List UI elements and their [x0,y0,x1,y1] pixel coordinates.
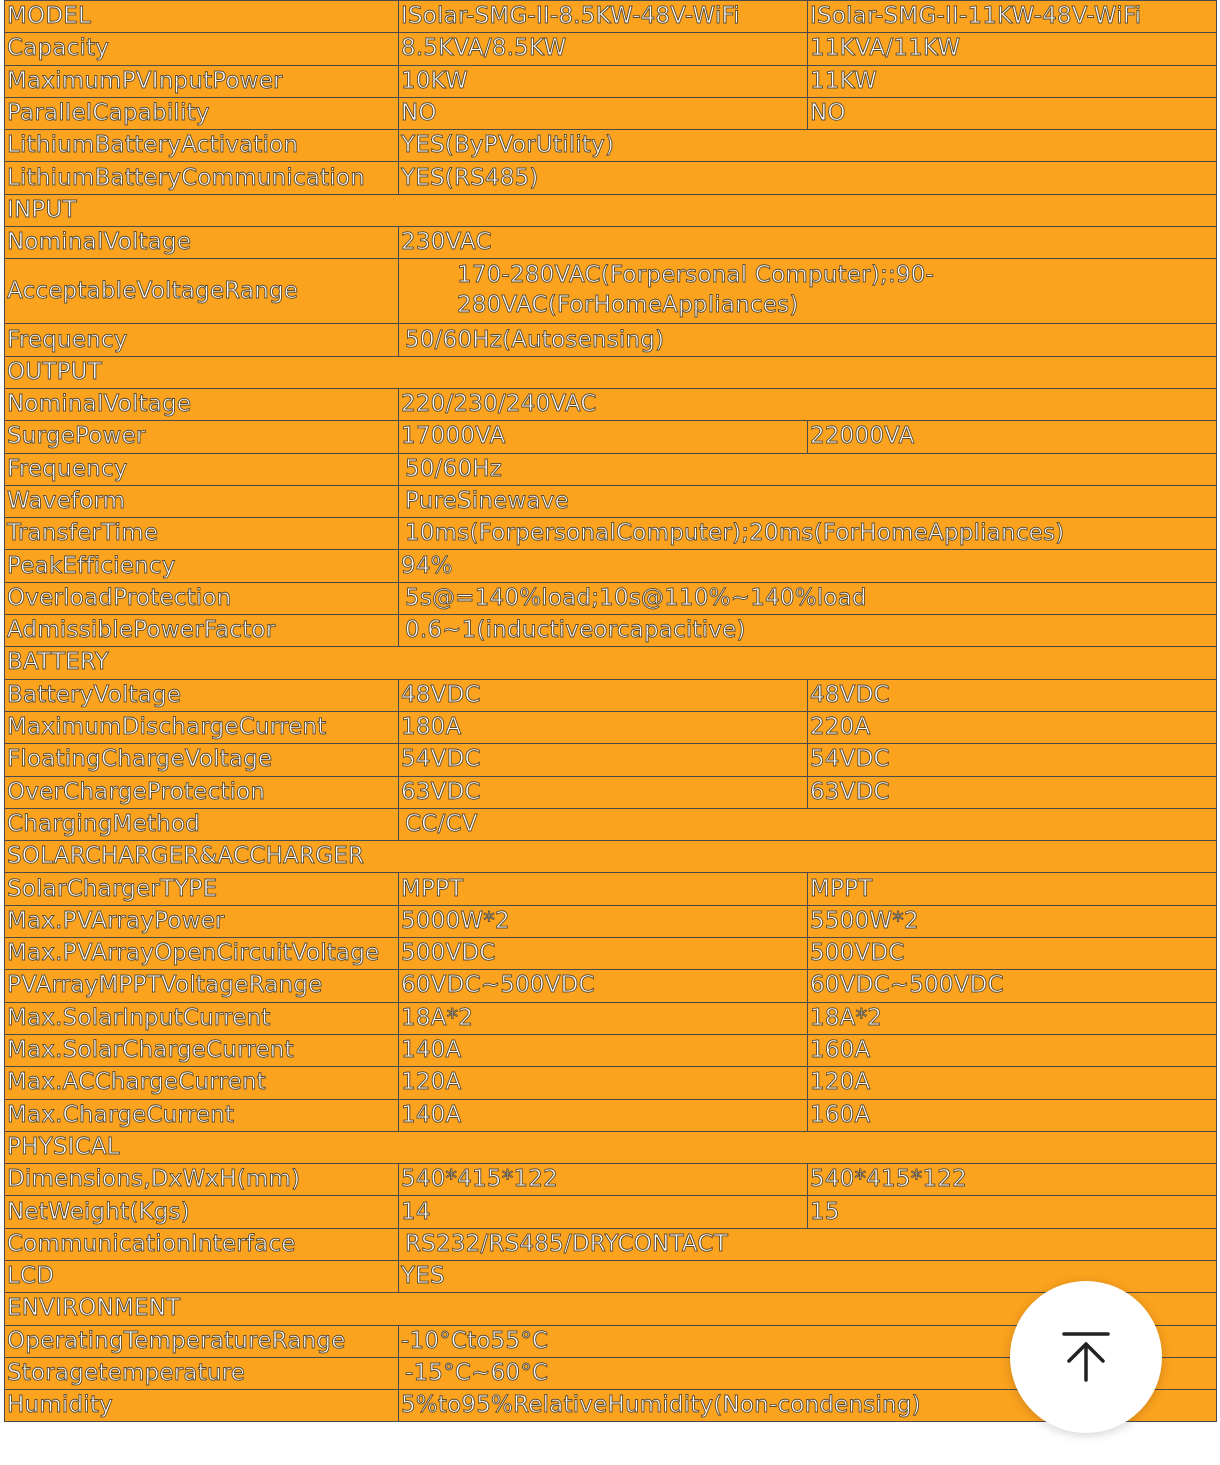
spec-value-model-b: 22000VA [808,421,1217,453]
spec-value: YES(ByPVorUtility) [399,130,1217,162]
spec-value-model-a: ISolar-SMG-II-8.5KW-48V-WiFi [399,1,808,33]
spec-value-model-b: 63VDC [808,776,1217,808]
spec-value: 220/230/240VAC [399,388,1217,420]
spec-label: ChargingMethod [5,808,399,840]
spec-label: NominalVoltage [5,227,399,259]
table-row [5,1260,1217,1292]
spec-value-model-a: 500VDC [399,938,808,970]
spec-label: LithiumBatteryCommunication [5,162,399,194]
spec-value: -10°Cto55°C [399,1325,1217,1357]
spec-value: 50/60Hz(Autosensing) [399,324,1217,356]
scroll-to-top-button[interactable] [1010,1281,1162,1433]
table-row [5,1034,1217,1066]
spec-table [4,0,1217,1422]
table-row [5,679,1217,711]
spec-value: YES(RS485) [399,162,1217,194]
spec-label: OperatingTemperatureRange [5,1325,399,1357]
section-row [5,194,1217,226]
spec-label: NominalVoltage [5,388,399,420]
table-row [5,453,1217,485]
spec-label: TransferTime [5,518,399,550]
spec-value-model-b: MPPT [808,873,1217,905]
section-header: ENVIRONMENT [5,1293,1217,1325]
table-row [5,421,1217,453]
spec-value-model-b: 11KW [808,65,1217,97]
spec-label: MaximumPVInputPower [5,65,399,97]
spec-label: BatteryVoltage [5,679,399,711]
table-row [5,744,1217,776]
spec-value-model-a: 8.5KVA/8.5KW [399,33,808,65]
spec-value-model-b: 60VDC~500VDC [808,970,1217,1002]
section-row [5,356,1217,388]
spec-value-model-a: 54VDC [399,744,808,776]
spec-label: Storagetemperature [5,1357,399,1389]
table-row [5,776,1217,808]
spec-label: LithiumBatteryActivation [5,130,399,162]
spec-label: FloatingChargeVoltage [5,744,399,776]
spec-label: Dimensions,DxWxH(mm) [5,1164,399,1196]
spec-value-model-a: 120A [399,1067,808,1099]
spec-label: OverloadProtection [5,582,399,614]
spec-value: 50/60Hz [399,453,1217,485]
spec-value: 94% [399,550,1217,582]
spec-value-model-b: 120A [808,1067,1217,1099]
section-row [5,1131,1217,1163]
spec-value: 230VAC [399,227,1217,259]
spec-value: YES [399,1260,1217,1292]
spec-value-model-a: 5000W*2 [399,905,808,937]
spec-label: Max.PVArrayOpenCircuitVoltage [5,938,399,970]
spec-value-model-b: 18A*2 [808,1002,1217,1034]
table-row [5,1164,1217,1196]
section-row [5,841,1217,873]
spec-label: PeakEfficiency [5,550,399,582]
table-row [5,1228,1217,1260]
spec-value-model-b: 540*415*122 [808,1164,1217,1196]
section-header: BATTERY [5,647,1217,679]
arrow-up-to-top-icon [1062,1331,1110,1383]
table-row [5,582,1217,614]
spec-value-model-b: 48VDC [808,679,1217,711]
table-row [5,518,1217,550]
section-row [5,647,1217,679]
spec-label: MaximumDischargeCurrent [5,711,399,743]
spec-value-model-b: 15 [808,1196,1217,1228]
table-row [5,905,1217,937]
spec-value-model-a: 14 [399,1196,808,1228]
spec-value-model-a: 10KW [399,65,808,97]
table-row [5,615,1217,647]
spec-value-model-a: 63VDC [399,776,808,808]
spec-value: 5%to95%RelativeHumidity(Non-condensing) [399,1390,1217,1422]
spec-value: 5s@=140%load;10s@110%~140%load [399,582,1217,614]
spec-value: RS232/RS485/DRYCONTACT [399,1228,1217,1260]
table-row [5,711,1217,743]
spec-value: CC/CV [399,808,1217,840]
table-row [5,485,1217,517]
table-row [5,1002,1217,1034]
spec-value-model-b: 500VDC [808,938,1217,970]
table-row [5,33,1217,65]
spec-value-model-b: ISolar-SMG-II-11KW-48V-WiFi [808,1,1217,33]
table-row [5,65,1217,97]
spec-value: 10ms(ForpersonalComputer);20ms(ForHomeAppliances) [399,518,1217,550]
spec-label: SolarChargerTYPE [5,873,399,905]
table-row [5,162,1217,194]
spec-table-body [5,1,1217,1422]
spec-value-model-b: 5500W*2 [808,905,1217,937]
spec-label: Waveform [5,485,399,517]
spec-label: Max.ACChargeCurrent [5,1067,399,1099]
spec-label: Frequency [5,453,399,485]
spec-value: -15°C~60°C [399,1357,1217,1389]
spec-label: AdmissiblePowerFactor [5,615,399,647]
section-header: SOLARCHARGER&ACCHARGER [5,841,1217,873]
spec-value-model-a: 540*415*122 [399,1164,808,1196]
spec-value: 170-280VAC(Forpersonal Computer);:90-280VAC(ForHomeAppliances) [399,259,1217,324]
spec-value-model-a: 48VDC [399,679,808,711]
spec-value-model-a: 140A [399,1099,808,1131]
table-row [5,388,1217,420]
table-row [5,550,1217,582]
table-row [5,1196,1217,1228]
spec-label: Max.SolarInputCurrent [5,1002,399,1034]
section-header: OUTPUT [5,356,1217,388]
table-row [5,970,1217,1002]
spec-label: PVArrayMPPTVoltageRange [5,970,399,1002]
table-row [5,130,1217,162]
spec-label: AcceptableVoltageRange [5,259,399,324]
spec-value-model-b: 160A [808,1034,1217,1066]
spec-value-model-b: 160A [808,1099,1217,1131]
spec-label: Max.ChargeCurrent [5,1099,399,1131]
spec-value-model-a: 180A [399,711,808,743]
spec-value-model-a: 140A [399,1034,808,1066]
table-row [5,873,1217,905]
spec-value-model-a: 17000VA [399,421,808,453]
spec-label: OverChargeProtection [5,776,399,808]
table-row [5,808,1217,840]
spec-value: 0.6~1(inductiveorcapacitive) [399,615,1217,647]
table-row [5,1067,1217,1099]
spec-value-model-b: NO [808,97,1217,129]
spec-value-model-b: 11KVA/11KW [808,33,1217,65]
table-row [5,97,1217,129]
spec-label: Frequency [5,324,399,356]
spec-label: SurgePower [5,421,399,453]
spec-value: PureSinewave [399,485,1217,517]
spec-label: CommunicationInterface [5,1228,399,1260]
table-row [5,259,1217,324]
spec-label: Max.PVArrayPower [5,905,399,937]
spec-label: ParallelCapability [5,97,399,129]
spec-value-model-b: 54VDC [808,744,1217,776]
spec-value-model-a: NO [399,97,808,129]
section-header: INPUT [5,194,1217,226]
table-row [5,1099,1217,1131]
spec-label: NetWeight(Kgs) [5,1196,399,1228]
spec-value-model-a: 60VDC~500VDC [399,970,808,1002]
spec-value-model-a: 18A*2 [399,1002,808,1034]
table-row [5,227,1217,259]
spec-value-model-a: MPPT [399,873,808,905]
spec-label: MODEL [5,1,399,33]
table-row [5,1,1217,33]
spec-label: Max.SolarChargeCurrent [5,1034,399,1066]
section-header: PHYSICAL [5,1131,1217,1163]
spec-label: Capacity [5,33,399,65]
table-row [5,938,1217,970]
spec-label: Humidity [5,1390,399,1422]
spec-value-model-b: 220A [808,711,1217,743]
spec-label: LCD [5,1260,399,1292]
table-row [5,324,1217,356]
